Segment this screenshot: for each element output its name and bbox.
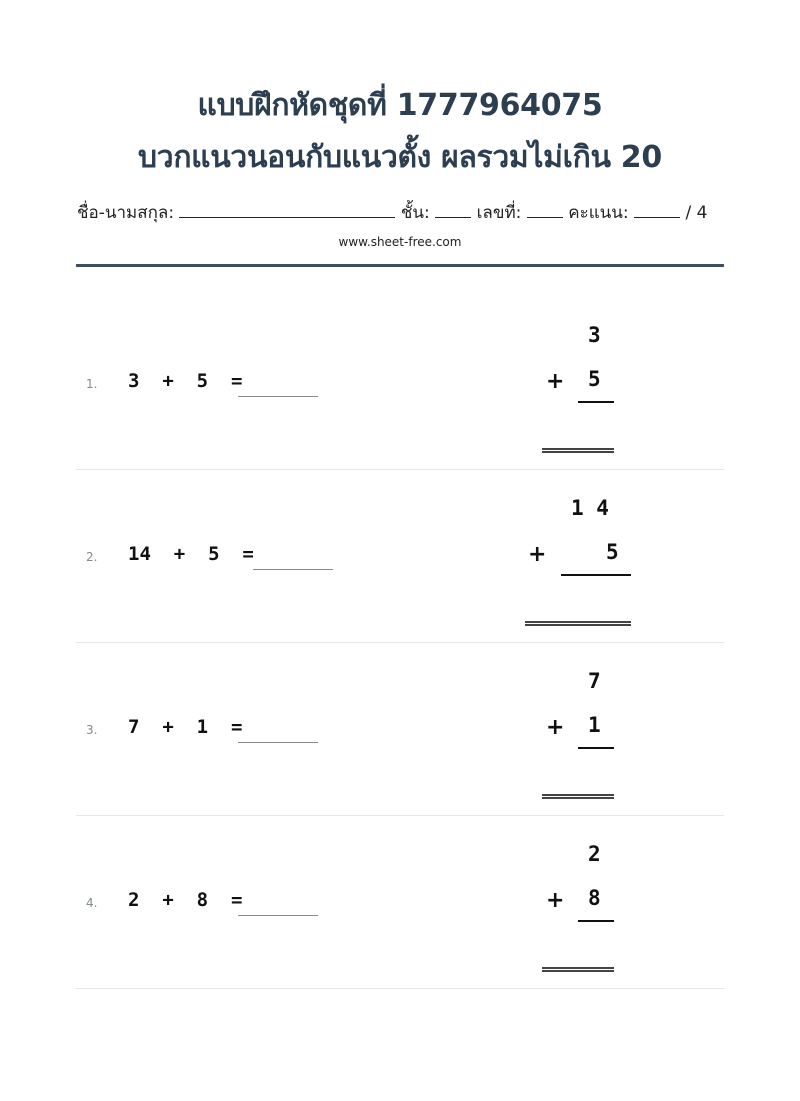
vertical-bottom-number: 1 xyxy=(588,713,601,737)
problem-number: 4. xyxy=(86,896,98,910)
horizontal-equation: 7 + 1 = xyxy=(128,716,243,738)
answer-double-line[interactable] xyxy=(542,794,614,799)
problem-row xyxy=(76,470,724,643)
horizontal-equation: 3 + 5 = xyxy=(128,370,243,392)
plus-sign: + xyxy=(546,888,565,913)
answer-double-line[interactable] xyxy=(542,967,614,972)
problem-number: 1. xyxy=(86,377,98,391)
answer-blank[interactable] xyxy=(238,742,318,743)
header-divider xyxy=(76,264,724,267)
plus-sign: + xyxy=(546,369,565,394)
vertical-top-number: 1 4 xyxy=(571,496,609,520)
answer-double-line[interactable] xyxy=(542,448,614,453)
vertical-bottom-number: 5 xyxy=(588,367,601,391)
class-blank[interactable] xyxy=(435,202,471,218)
vertical-top-number: 7 xyxy=(588,669,601,693)
problem-row xyxy=(76,297,724,470)
sum-line xyxy=(578,747,614,749)
sum-line xyxy=(561,574,631,576)
answer-blank[interactable] xyxy=(238,915,318,916)
answer-blank[interactable] xyxy=(253,569,333,570)
sum-line xyxy=(578,401,614,403)
problem-row xyxy=(76,816,724,989)
vertical-top-number: 3 xyxy=(588,323,601,347)
worksheet-subtitle: บวกแนวนอนกับแนวตั้ง ผลรวมไม่เกิน 20 xyxy=(138,140,662,175)
number-label: เลขที่: xyxy=(476,203,522,223)
horizontal-equation: 2 + 8 = xyxy=(128,889,243,911)
number-blank[interactable] xyxy=(527,202,563,218)
plus-sign: + xyxy=(546,715,565,740)
worksheet-title: แบบฝึกหัดชุดที่ 1777964075 xyxy=(197,88,603,123)
score-total: / 4 xyxy=(685,203,708,223)
score-blank[interactable] xyxy=(634,202,680,218)
name-label: ชื่อ-นามสกุล: xyxy=(77,203,175,223)
problem-number: 2. xyxy=(86,550,98,564)
answer-double-line[interactable] xyxy=(525,621,631,626)
horizontal-equation: 14 + 5 = xyxy=(128,543,254,565)
answer-blank[interactable] xyxy=(238,396,318,397)
vertical-bottom-number: 5 xyxy=(606,540,619,564)
vertical-bottom-number: 8 xyxy=(588,886,601,910)
student-info-line xyxy=(77,199,717,226)
problem-number: 3. xyxy=(86,723,98,737)
name-blank[interactable] xyxy=(179,202,395,218)
class-label: ชั้น: xyxy=(400,203,430,223)
problem-row xyxy=(76,643,724,816)
website-url: www.sheet-free.com xyxy=(338,235,462,249)
score-label: คะแนน: xyxy=(568,203,629,223)
plus-sign: + xyxy=(528,542,547,567)
sum-line xyxy=(578,920,614,922)
vertical-top-number: 2 xyxy=(588,842,601,866)
